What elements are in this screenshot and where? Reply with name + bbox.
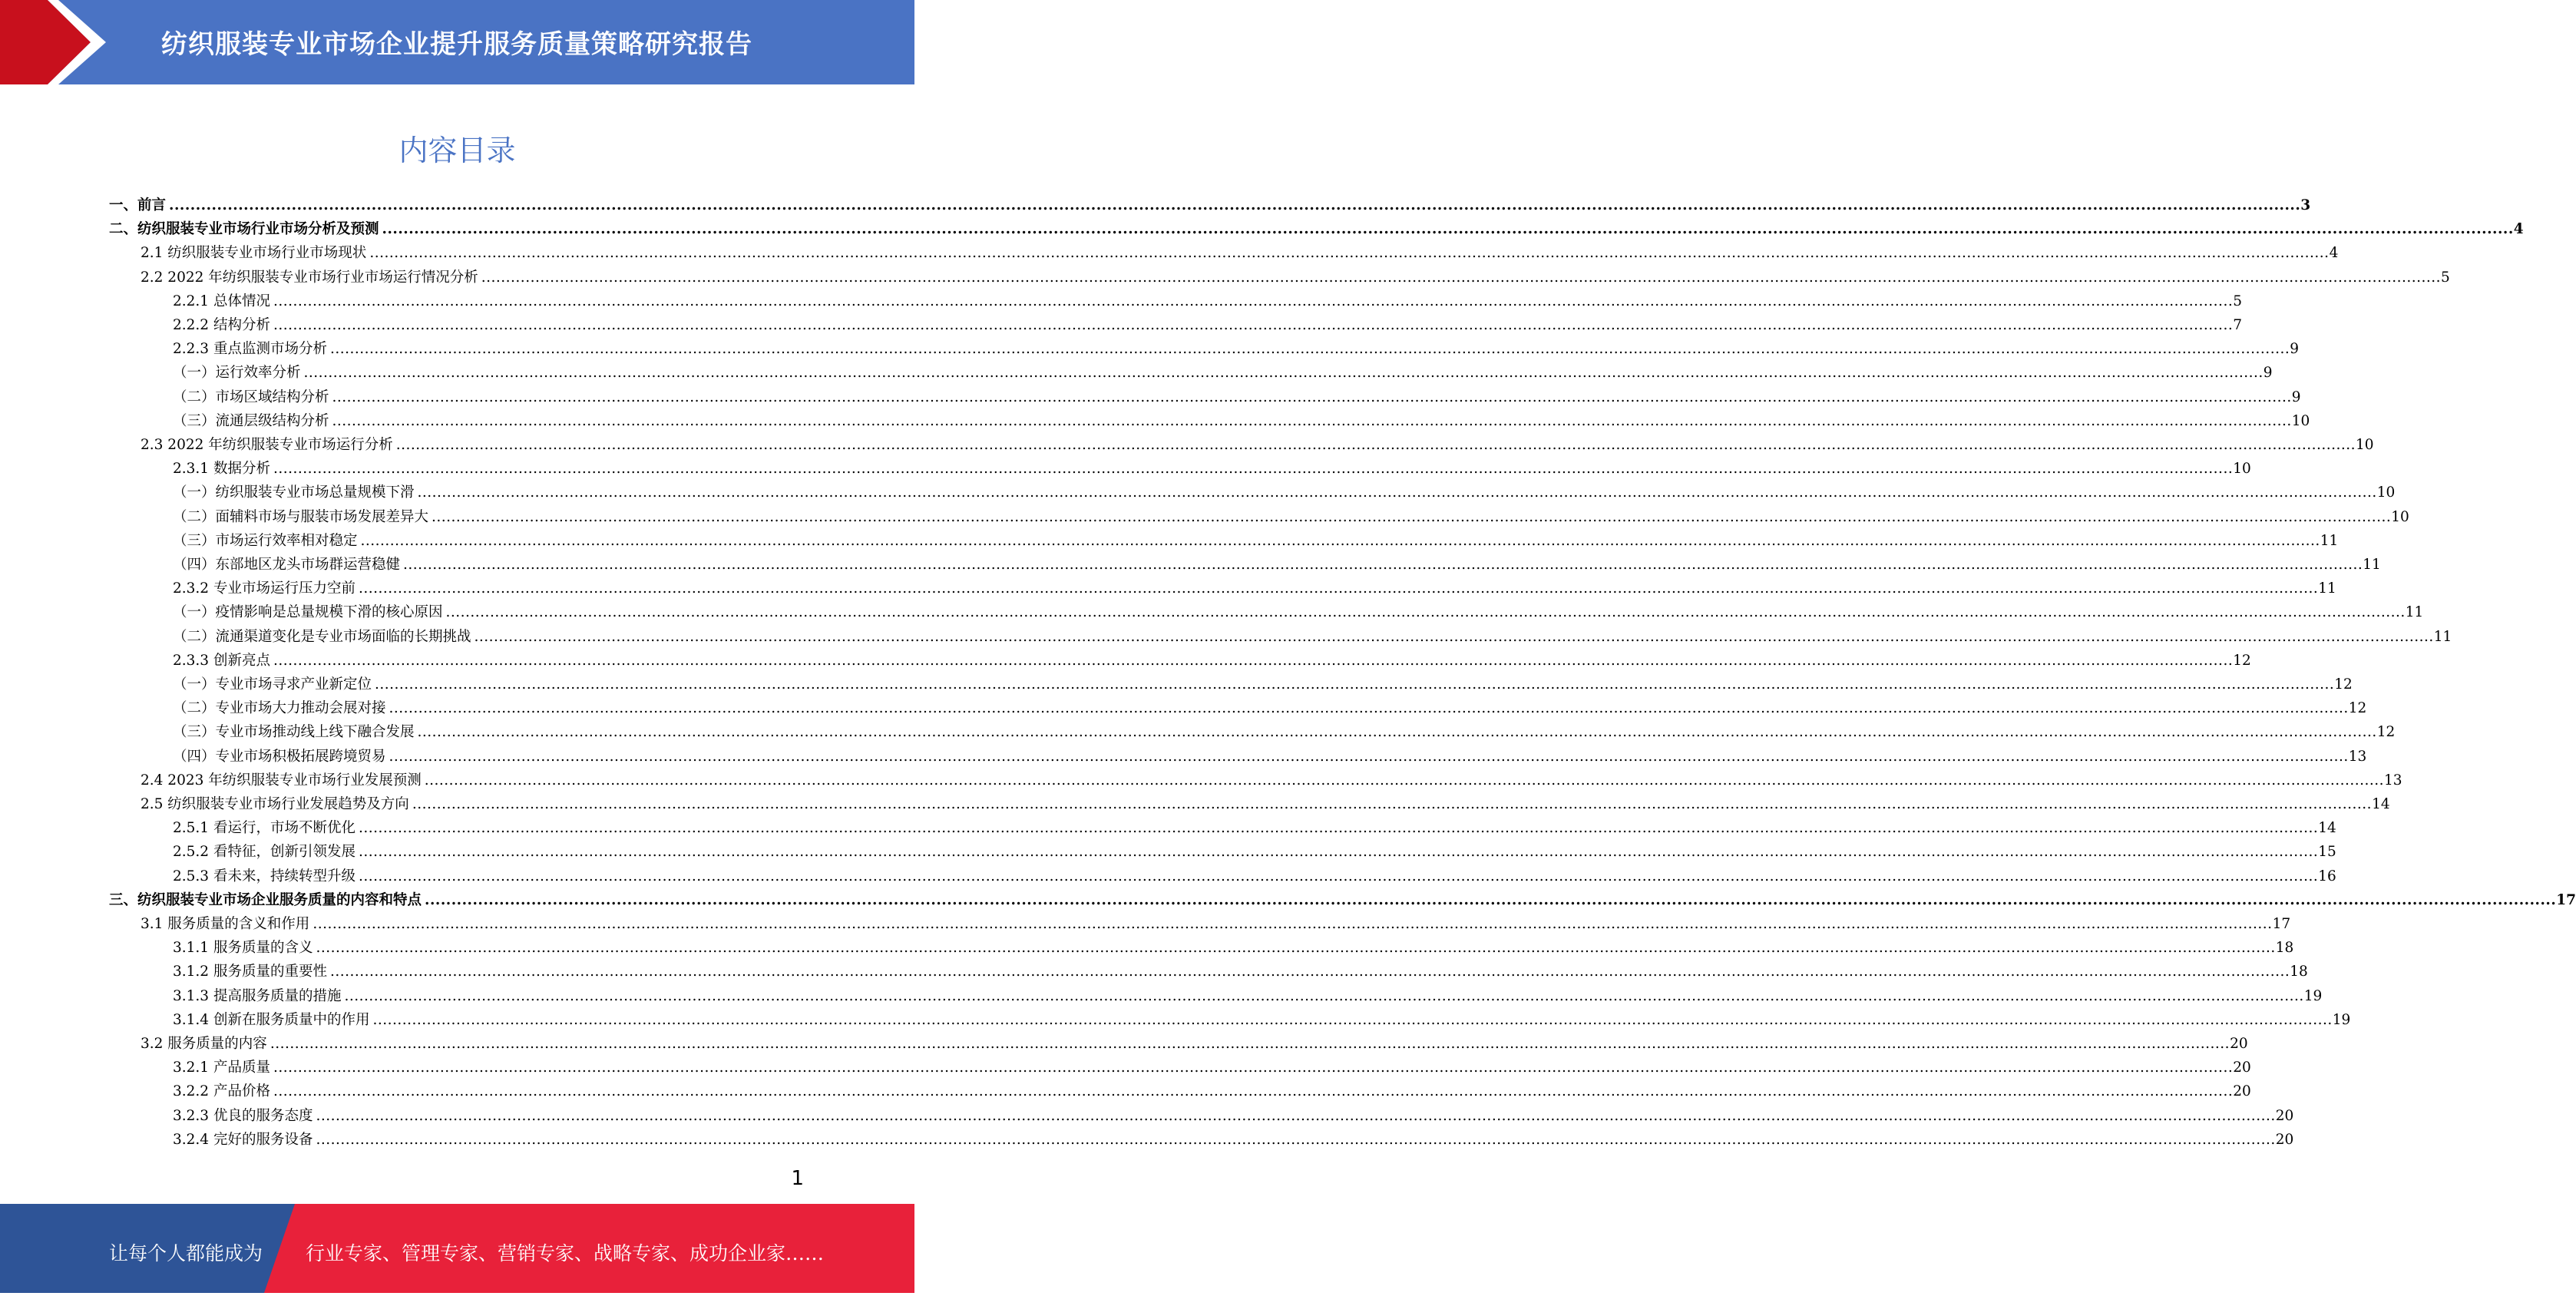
- toc-entry[interactable]: [173, 481, 2396, 501]
- toc-entry[interactable]: [109, 218, 2524, 238]
- toc-leader-dots: ................................................................................................................................................................................................................................................................................................................................................................................................................: [169, 197, 2301, 213]
- toc-entry[interactable]: [173, 985, 2323, 1005]
- toc-leader-dots: ................................................................................................................................................................................................................................................................................................................................................................................................................: [432, 508, 2392, 525]
- toc-entry-title: 3.1.2 服务质量的重要性: [173, 964, 327, 980]
- toc-entry[interactable]: [141, 913, 2291, 933]
- toc-entry[interactable]: [173, 1080, 2251, 1100]
- toc-entry-page: 10: [2291, 412, 2310, 429]
- report-title: 纺织服装专业市场企业提升服务质量策略研究报告: [161, 29, 752, 60]
- toc-leader-dots: ................................................................................................................................................................................................................................................................................................................................................................................................................: [445, 604, 2406, 621]
- toc-entry-page: 13: [2348, 748, 2367, 765]
- toc-entry-page: 9: [2263, 365, 2273, 382]
- toc-entry-page: 14: [2372, 796, 2390, 812]
- toc-entry[interactable]: [173, 1105, 2294, 1125]
- toc-entry-title: （三）流通层级结构分析: [173, 412, 329, 429]
- toc-entry-title: 3.2.4 完好的服务设备: [173, 1131, 313, 1148]
- toc-entry-title: （一）专业市场寻求产业新定位: [173, 676, 372, 693]
- toc-entry-page: 20: [2230, 1036, 2248, 1052]
- toc-leader-dots: ................................................................................................................................................................................................................................................................................................................................................................................................................: [332, 412, 2292, 429]
- toc-leader-dots: ................................................................................................................................................................................................................................................................................................................................................................................................................: [344, 987, 2304, 1004]
- toc-entry-page: 12: [2233, 652, 2251, 669]
- toc-entry-title: 2.3.1 数据分析: [173, 461, 270, 478]
- toc-entry-title: 2.5.2 看特征，创新引领发展: [173, 844, 355, 861]
- toc-entry-page: 12: [2334, 676, 2353, 693]
- toc-entry[interactable]: [141, 434, 2374, 454]
- toc-entry-title: 2.3.2 专业市场运行压力空前: [173, 580, 355, 597]
- toc-leader-dots: ................................................................................................................................................................................................................................................................................................................................................................................................................: [424, 772, 2385, 789]
- toc-entry-title: （二）流通渠道变化是专业市场面临的长期挑战: [173, 628, 471, 645]
- toc-leader-dots: ................................................................................................................................................................................................................................................................................................................................................................................................................: [273, 461, 2234, 478]
- toc-entry[interactable]: [141, 242, 2339, 262]
- toc-entry[interactable]: [173, 626, 2452, 646]
- toc-leader-dots: ................................................................................................................................................................................................................................................................................................................................................................................................................: [481, 269, 2442, 286]
- toc-entry-title: （三）专业市场推动线上线下融合发展: [173, 724, 415, 741]
- toc-entry-page: 20: [2233, 1083, 2251, 1100]
- toc-leader-dots: ................................................................................................................................................................................................................................................................................................................................................................................................................: [375, 676, 2335, 693]
- toc-entry-page: 20: [2275, 1107, 2294, 1124]
- toc-leader-dots: ................................................................................................................................................................................................................................................................................................................................................................................................................: [425, 891, 2557, 908]
- toc-entry[interactable]: [173, 817, 2336, 837]
- toc-entry-title: （二）市场区域结构分析: [173, 388, 329, 405]
- toc-entry-title: 2.2.3 重点监测市场分析: [173, 341, 327, 358]
- toc-entry-page: 18: [2290, 964, 2308, 980]
- toc-entry[interactable]: [109, 194, 2311, 214]
- toc-entry-title: 3.2.3 优良的服务态度: [173, 1107, 313, 1124]
- toc-entry-page: 19: [2303, 987, 2323, 1004]
- toc-entry-page: 9: [2291, 388, 2301, 405]
- toc-entry-title: 三、纺织服装专业市场企业服务质量的内容和特点: [109, 891, 422, 908]
- toc-leader-dots: ................................................................................................................................................................................................................................................................................................................................................................................................................: [358, 580, 2319, 597]
- toc-entry[interactable]: [173, 721, 2396, 741]
- toc-entry-title: 3.1.4 创新在服务质量中的作用: [173, 1011, 370, 1028]
- toc-entry-title: 3.2 服务质量的内容: [141, 1036, 267, 1052]
- toc-entry[interactable]: [141, 793, 2390, 813]
- toc-leader-dots: ................................................................................................................................................................................................................................................................................................................................................................................................................: [358, 820, 2319, 837]
- toc-entry-title: 3.1.1 服务质量的含义: [173, 940, 313, 957]
- toc-entry-page: 7: [2233, 317, 2242, 333]
- toc-leader-dots: ................................................................................................................................................................................................................................................................................................................................................................................................................: [273, 652, 2234, 669]
- toc-entry-page: 20: [2275, 1131, 2294, 1148]
- toc-entry-title: 二、纺织服装专业市场行业市场分析及预测: [109, 221, 379, 238]
- toc-entry-title: 3.2.2 产品价格: [173, 1083, 270, 1100]
- toc-entry-page: 9: [2290, 341, 2299, 358]
- toc-entry-title: （四）东部地区龙头市场群运营稳健: [173, 557, 401, 573]
- toc-entry[interactable]: [173, 937, 2294, 957]
- toc-leader-dots: ................................................................................................................................................................................................................................................................................................................................................................................................................: [369, 245, 2330, 262]
- toc-entry[interactable]: [173, 1056, 2251, 1076]
- toc-entry[interactable]: [173, 410, 2310, 430]
- toc-leader-dots: ................................................................................................................................................................................................................................................................................................................................................................................................................: [417, 484, 2377, 501]
- toc-entry-title: （四）专业市场积极拓展跨境贸易: [173, 748, 386, 765]
- toc-entry[interactable]: [173, 697, 2367, 717]
- toc-entry[interactable]: [173, 290, 2242, 310]
- toc-leader-dots: ................................................................................................................................................................................................................................................................................................................................................................................................................: [312, 916, 2273, 932]
- toc-leader-dots: ................................................................................................................................................................................................................................................................................................................................................................................................................: [270, 1036, 2230, 1052]
- toc-entry[interactable]: [173, 577, 2336, 597]
- page-number: 1: [791, 1167, 804, 1190]
- toc-leader-dots: ................................................................................................................................................................................................................................................................................................................................................................................................................: [360, 532, 2320, 549]
- toc-entry[interactable]: [173, 601, 2424, 621]
- toc-entry-page: 11: [2363, 557, 2381, 573]
- toc-entry-page: 18: [2275, 940, 2294, 957]
- toc-leader-dots: ................................................................................................................................................................................................................................................................................................................................................................................................................: [372, 1011, 2333, 1028]
- toc-entry[interactable]: [173, 314, 2242, 334]
- toc-entry[interactable]: [173, 673, 2353, 693]
- toc-entry-title: 2.3.3 创新亮点: [173, 652, 270, 669]
- toc-entry-page: 5: [2233, 293, 2242, 309]
- toc-entry-page: 12: [2348, 700, 2367, 717]
- toc-entry-title: 2.2.1 总体情况: [173, 293, 270, 309]
- toc-entry-page: 11: [2318, 580, 2336, 597]
- toc-entry[interactable]: [173, 506, 2409, 526]
- toc-entry-page: 12: [2376, 724, 2396, 741]
- toc-entry-page: 20: [2233, 1060, 2251, 1076]
- toc-entry[interactable]: [141, 1033, 2248, 1053]
- toc-entry[interactable]: [173, 865, 2336, 885]
- toc-entry-title: 2.1 纺织服装专业市场行业市场现状: [141, 245, 367, 262]
- toc-entry-page: 19: [2332, 1011, 2351, 1028]
- toc-leader-dots: ................................................................................................................................................................................................................................................................................................................................................................................................................: [316, 940, 2276, 957]
- toc-entry-title: （三）市场运行效率相对稳定: [173, 532, 358, 549]
- toc-entry-page: 4: [2329, 245, 2339, 262]
- footer-slogan-left: 让每个人都能成为: [109, 1242, 263, 1265]
- toc-entry[interactable]: [173, 841, 2336, 861]
- toc-entry-title: 3.2.1 产品质量: [173, 1060, 270, 1076]
- toc-leader-dots: ................................................................................................................................................................................................................................................................................................................................................................................................................: [417, 724, 2377, 741]
- toc-entry[interactable]: [173, 650, 2251, 669]
- toc-leader-dots: ................................................................................................................................................................................................................................................................................................................................................................................................................: [316, 1131, 2276, 1148]
- toc-entry[interactable]: [173, 386, 2301, 406]
- toc-entry[interactable]: [141, 266, 2450, 286]
- toc-leader-dots: ................................................................................................................................................................................................................................................................................................................................................................................................................: [389, 748, 2349, 765]
- toc-entry-page: 10: [2376, 484, 2396, 501]
- toc-leader-dots: ................................................................................................................................................................................................................................................................................................................................................................................................................: [474, 628, 2434, 645]
- toc-entry-title: 2.5 纺织服装专业市场行业发展趋势及方向: [141, 796, 409, 812]
- toc-leader-dots: ................................................................................................................................................................................................................................................................................................................................................................................................................: [329, 341, 2290, 358]
- footer-slogan-right: 行业专家、管理专家、营销专家、战略专家、成功企业家……: [306, 1242, 825, 1265]
- toc-leader-dots: ................................................................................................................................................................................................................................................................................................................................................................................................................: [316, 1107, 2276, 1124]
- toc-entry-page: 10: [2356, 437, 2374, 453]
- toc-entry-page: 11: [2433, 628, 2452, 645]
- toc-leader-dots: ................................................................................................................................................................................................................................................................................................................................................................................................................: [329, 964, 2290, 980]
- toc-entry-title: 2.3 2022 年纺织服装专业市场运行分析: [141, 437, 393, 453]
- toc-leader-dots: ................................................................................................................................................................................................................................................................................................................................................................................................................: [358, 868, 2319, 884]
- toc-leader-dots: ................................................................................................................................................................................................................................................................................................................................................................................................................: [273, 1083, 2234, 1100]
- toc-entry-page: 11: [2405, 604, 2424, 621]
- toc-leader-dots: ................................................................................................................................................................................................................................................................................................................................................................................................................: [332, 388, 2292, 405]
- toc-entry-title: 3.1 服务质量的含义和作用: [141, 916, 310, 932]
- toc-leader-dots: ................................................................................................................................................................................................................................................................................................................................................................................................................: [273, 293, 2234, 309]
- toc-leader-dots: ................................................................................................................................................................................................................................................................................................................................................................................................................: [303, 365, 2264, 382]
- toc-entry-title: 2.2.2 结构分析: [173, 317, 270, 333]
- toc-entry-page: 15: [2318, 844, 2336, 861]
- toc-leader-dots: ................................................................................................................................................................................................................................................................................................................................................................................................................: [403, 557, 2363, 573]
- toc-entry-page: 11: [2320, 532, 2339, 549]
- toc-entry-title: 一、前言: [109, 197, 167, 213]
- toc-entry-title: 2.5.1 看运行，市场不断优化: [173, 820, 355, 837]
- toc-entry[interactable]: [173, 1009, 2351, 1029]
- toc-entry-title: （一）运行效率分析: [173, 365, 301, 382]
- header-band: [0, 0, 914, 84]
- toc-entry-title: 3.1.3 提高服务质量的措施: [173, 987, 342, 1004]
- toc-entry[interactable]: [173, 362, 2273, 382]
- toc-entry-page: 10: [2233, 461, 2251, 478]
- toc-entry-page: 14: [2318, 820, 2336, 837]
- toc-entry[interactable]: [109, 889, 2576, 909]
- toc-leader-dots: ................................................................................................................................................................................................................................................................................................................................................................................................................: [395, 437, 2356, 453]
- toc-leader-dots: ................................................................................................................................................................................................................................................................................................................................................................................................................: [389, 700, 2349, 717]
- toc-entry[interactable]: [173, 458, 2251, 478]
- toc-entry-title: （一）纺织服装专业市场总量规模下滑: [173, 484, 415, 501]
- toc-entry[interactable]: [173, 1129, 2294, 1149]
- toc-entry-page: 3: [2300, 197, 2311, 213]
- toc-entry-page: 16: [2318, 868, 2336, 884]
- toc-entry-page: 10: [2391, 508, 2409, 525]
- toc-entry-title: （二）面辅料市场与服装市场发展差异大: [173, 508, 429, 525]
- toc-entry-page: 5: [2441, 269, 2450, 286]
- toc-entry[interactable]: [173, 530, 2339, 550]
- toc-entry-title: （一）疫情影响是总量规模下滑的核心原因: [173, 604, 443, 621]
- toc-leader-dots: ................................................................................................................................................................................................................................................................................................................................................................................................................: [382, 221, 2514, 238]
- toc-entry-title: （二）专业市场大力推动会展对接: [173, 700, 386, 717]
- toc-entry[interactable]: [173, 338, 2299, 358]
- toc-entry-title: 2.5.3 看未来，持续转型升级: [173, 868, 355, 884]
- toc-leader-dots: ................................................................................................................................................................................................................................................................................................................................................................................................................: [273, 1060, 2234, 1076]
- toc-entry[interactable]: [141, 769, 2402, 789]
- toc-entry-page: 17: [2556, 891, 2576, 908]
- toc-entry-page: 17: [2272, 916, 2291, 932]
- toc-leader-dots: ................................................................................................................................................................................................................................................................................................................................................................................................................: [273, 317, 2234, 333]
- toc-entry-title: 2.2 2022 年纺织服装专业市场行业市场运行情况分析: [141, 269, 478, 286]
- toc-entry[interactable]: [173, 554, 2381, 574]
- toc-entry[interactable]: [173, 746, 2367, 765]
- toc-entry-page: 4: [2513, 221, 2524, 238]
- toc-entry-page: 13: [2384, 772, 2402, 789]
- toc-leader-dots: ................................................................................................................................................................................................................................................................................................................................................................................................................: [358, 844, 2319, 861]
- toc-heading: 内容目录: [398, 134, 516, 167]
- toc-entry-title: 2.4 2023 年纺织服装专业市场行业发展预测: [141, 772, 422, 789]
- toc-entry[interactable]: [173, 960, 2308, 980]
- toc-leader-dots: ................................................................................................................................................................................................................................................................................................................................................................................................................: [412, 796, 2373, 812]
